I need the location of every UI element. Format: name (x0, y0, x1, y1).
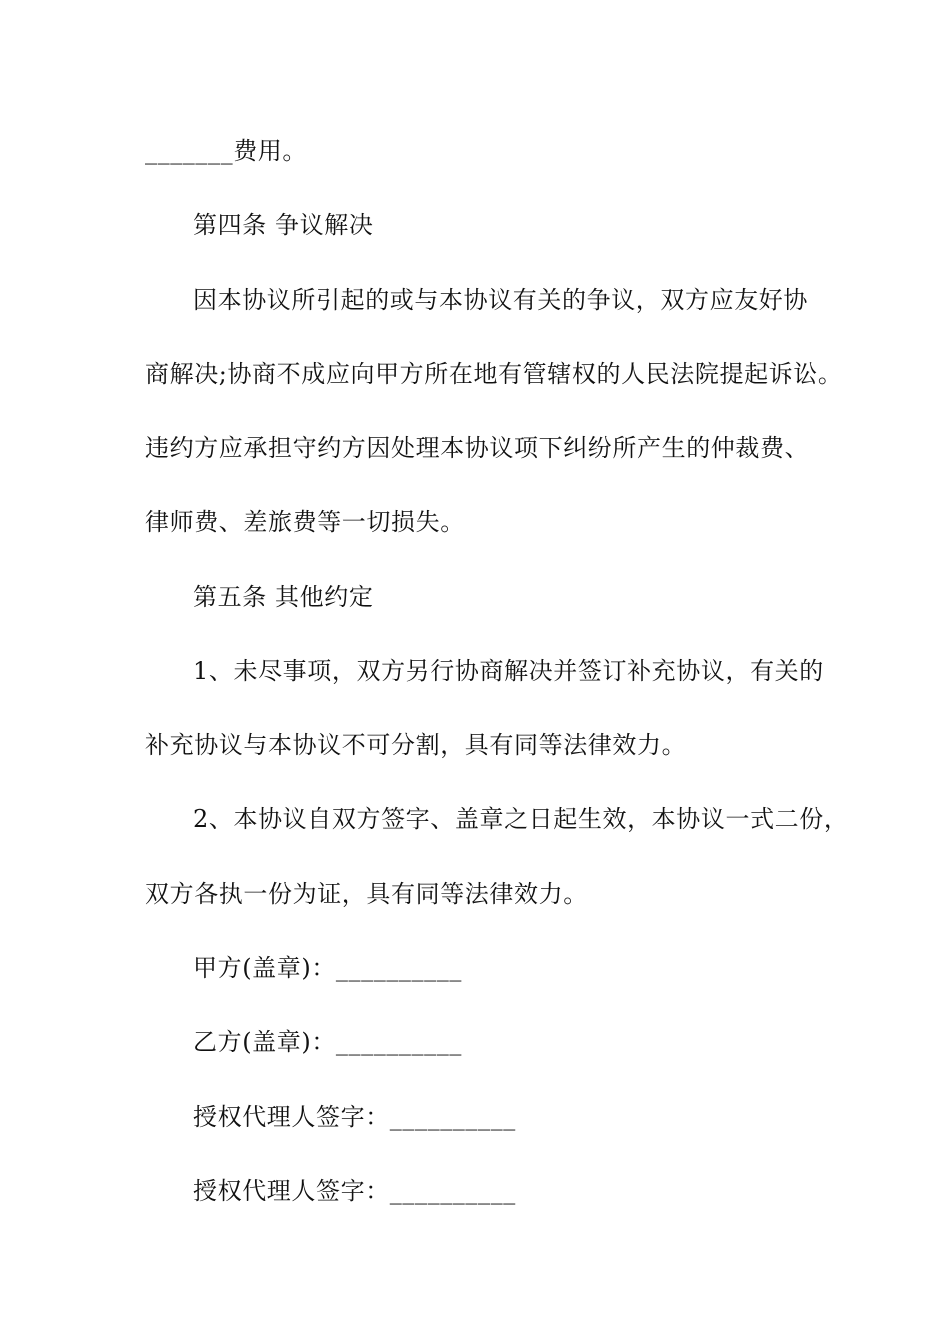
article-5-item-1-line-1: 1、未尽事项，双方另行协商解决并签订补充协议，有关的 (193, 657, 824, 685)
party-a-seal-line: 甲方(盖章)：__________ (193, 954, 462, 982)
article-5-item-1-line-2: 补充协议与本协议不可分割，具有同等法律效力。 (145, 731, 687, 759)
article-5-heading: 第五条 其他约定 (193, 583, 374, 611)
article-4-paragraph-line-1: 因本协议所引起的或与本协议有关的争议，双方应友好协 (193, 286, 808, 314)
fee-clause-end: _______费用。 (145, 137, 307, 165)
article-4-heading: 第四条 争议解决 (193, 211, 374, 239)
article-4-paragraph-line-2: 商解决;协商不成应向甲方所在地有管辖权的人民法院提起诉讼。 (145, 360, 843, 388)
article-4-paragraph-line-3: 违约方应承担守约方因处理本协议项下纠纷所产生的仲裁费、 (145, 434, 810, 462)
article-4-paragraph-line-4: 律师费、差旅费等一切损失。 (145, 508, 465, 536)
article-5-item-2-line-2: 双方各执一份为证，具有同等法律效力。 (145, 880, 588, 908)
agent-signature-line-2: 授权代理人签字：__________ (193, 1177, 516, 1205)
article-5-item-2-line-1: 2、本协议自双方签字、盖章之日起生效，本协议一式二份， (193, 805, 849, 833)
party-b-seal-line: 乙方(盖章)：__________ (193, 1028, 462, 1056)
agent-signature-line-1: 授权代理人签字：__________ (193, 1103, 516, 1131)
